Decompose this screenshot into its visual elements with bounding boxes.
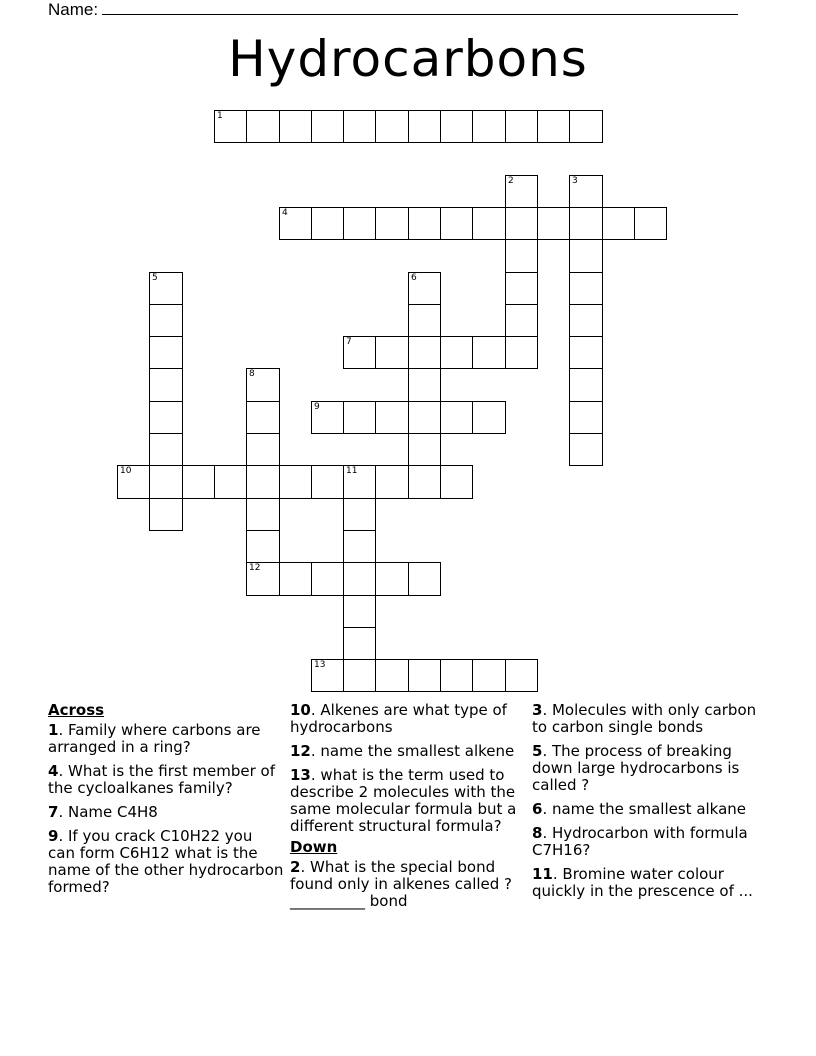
- crossword-cell[interactable]: [408, 110, 441, 143]
- clue-down-2: 2. What is the special bond found only in alkenes called ? __________ bond: [290, 858, 513, 910]
- name-underline[interactable]: [102, 0, 738, 15]
- crossword-cell[interactable]: [246, 465, 280, 499]
- crossword-cell[interactable]: [602, 207, 635, 240]
- crossword-cell[interactable]: [149, 336, 183, 369]
- clue-down-3: 3. Molecules with only carbon to carbon single bonds: [532, 701, 757, 736]
- crossword-cell[interactable]: [279, 110, 312, 143]
- crossword-cell[interactable]: [505, 175, 538, 208]
- crossword-cell[interactable]: [343, 659, 376, 692]
- down-heading: Down: [290, 838, 338, 856]
- crossword-cell[interactable]: [569, 239, 603, 273]
- crossword-cell[interactable]: [569, 401, 603, 434]
- crossword-cell[interactable]: [246, 110, 280, 143]
- crossword-cell[interactable]: [343, 465, 376, 499]
- crossword-cell[interactable]: [440, 659, 473, 692]
- crossword-cell[interactable]: [569, 110, 603, 143]
- crossword-cell[interactable]: [569, 272, 603, 305]
- cell-number: 12: [249, 563, 261, 573]
- crossword-cell[interactable]: [537, 110, 570, 143]
- crossword-cell[interactable]: [311, 110, 344, 143]
- crossword-cell[interactable]: [343, 110, 376, 143]
- crossword-cell[interactable]: [408, 401, 441, 434]
- crossword-cell[interactable]: [440, 207, 473, 240]
- name-field: [48, 0, 738, 20]
- crossword-cell[interactable]: [569, 433, 603, 466]
- crossword-cell[interactable]: [311, 659, 344, 692]
- crossword-cell[interactable]: [149, 368, 183, 402]
- crossword-cell[interactable]: [279, 562, 312, 596]
- cell-number: 7: [346, 337, 352, 347]
- crossword-cell[interactable]: [182, 465, 215, 499]
- crossword-cell[interactable]: [505, 272, 538, 305]
- crossword-cell[interactable]: [472, 207, 506, 240]
- clue-across-9: 9. If you crack C10H22 you can form C6H12 what is the name of the other hydrocarbon formed?: [48, 827, 284, 896]
- crossword-cell[interactable]: [634, 207, 667, 240]
- crossword-cell[interactable]: [408, 433, 441, 466]
- crossword-cell[interactable]: [343, 627, 376, 660]
- clue-across-7: 7. Name C4H8: [48, 803, 158, 821]
- page-title: Hydrocarbons: [228, 30, 588, 88]
- crossword-cell[interactable]: [537, 207, 570, 240]
- crossword-cell[interactable]: [246, 433, 280, 466]
- clue-column-1: [48, 702, 284, 903]
- crossword-cell[interactable]: [311, 401, 344, 434]
- cell-number: 10: [120, 466, 132, 476]
- crossword-cell[interactable]: [246, 498, 280, 531]
- crossword-cell[interactable]: [311, 465, 344, 499]
- clue-column-2: [290, 702, 526, 917]
- crossword-cell[interactable]: [375, 562, 409, 596]
- cell-number: 2: [508, 176, 514, 186]
- crossword-cell[interactable]: [375, 110, 409, 143]
- cell-number: 4: [282, 208, 288, 218]
- cell-number: 8: [249, 369, 255, 379]
- crossword-cell[interactable]: [505, 659, 538, 692]
- crossword-cell[interactable]: [375, 659, 409, 692]
- crossword-cell[interactable]: [311, 562, 344, 596]
- crossword-cell[interactable]: [440, 336, 473, 369]
- crossword-cell[interactable]: [408, 368, 441, 402]
- crossword-cell[interactable]: [375, 401, 409, 434]
- crossword-cell[interactable]: [246, 562, 280, 596]
- clue-down-5: 5. The process of breaking down large hydrocarbons is called ?: [532, 742, 740, 794]
- cell-number: 5: [152, 273, 158, 283]
- crossword-cell[interactable]: [149, 401, 183, 434]
- crossword-cell[interactable]: [440, 465, 473, 499]
- crossword-cell[interactable]: [279, 465, 312, 499]
- crossword-cell[interactable]: [408, 562, 441, 596]
- crossword-cell[interactable]: [343, 401, 376, 434]
- crossword-cell[interactable]: [343, 562, 376, 596]
- crossword-cell[interactable]: [505, 207, 538, 240]
- crossword-cell[interactable]: [505, 336, 538, 369]
- crossword-cell[interactable]: [149, 433, 183, 466]
- crossword-cell[interactable]: [343, 336, 376, 369]
- crossword-cell[interactable]: [472, 659, 506, 692]
- crossword-cell[interactable]: [505, 110, 538, 143]
- crossword-cell[interactable]: [246, 530, 280, 563]
- crossword-cell[interactable]: [472, 401, 506, 434]
- crossword-cell[interactable]: [569, 368, 603, 402]
- crossword-cell[interactable]: [472, 110, 506, 143]
- crossword-cell[interactable]: [375, 336, 409, 369]
- clue-column-3: [532, 702, 768, 907]
- cell-number: 13: [314, 660, 326, 670]
- crossword-cell[interactable]: [569, 336, 603, 369]
- crossword-cell[interactable]: [375, 465, 409, 499]
- crossword-cell[interactable]: [408, 336, 441, 369]
- crossword-cell[interactable]: [440, 401, 473, 434]
- crossword-cell[interactable]: [408, 659, 441, 692]
- crossword-cell[interactable]: [279, 207, 312, 240]
- crossword-cell[interactable]: [505, 304, 538, 337]
- clue-down-8: 8. Hydrocarbon with formula C7H16?: [532, 824, 748, 859]
- clue-across-12: 12. name the smallest alkene: [290, 742, 515, 760]
- crossword-cell[interactable]: [149, 272, 183, 305]
- crossword-cell[interactable]: [569, 304, 603, 337]
- name-label: Name:: [48, 0, 99, 19]
- crossword-cell[interactable]: [375, 207, 409, 240]
- crossword-cell[interactable]: [472, 336, 506, 369]
- cell-number: 6: [411, 273, 417, 283]
- crossword-cell[interactable]: [343, 207, 376, 240]
- cell-number: 1: [217, 111, 223, 121]
- crossword-cell[interactable]: [343, 498, 376, 531]
- crossword-cell[interactable]: [343, 530, 376, 563]
- crossword-cell[interactable]: [408, 304, 441, 337]
- crossword-cell[interactable]: [408, 272, 441, 305]
- crossword-cell[interactable]: [214, 110, 247, 143]
- crossword-cell[interactable]: [149, 498, 183, 531]
- crossword-cell[interactable]: [149, 304, 183, 337]
- crossword-cell[interactable]: [569, 175, 603, 208]
- crossword-cell[interactable]: [343, 595, 376, 628]
- crossword-cell[interactable]: [214, 465, 247, 499]
- crossword-cell[interactable]: [408, 207, 441, 240]
- clue-across-4: 4. What is the first member of the cycloalkanes family?: [48, 762, 275, 797]
- clue-across-1: 1. Family where carbons are arranged in a ring?: [48, 721, 261, 756]
- across-heading: Across: [48, 701, 105, 719]
- clue-down-11: 11. Bromine water colour quickly in the prescence of ...: [532, 865, 753, 900]
- crossword-cell[interactable]: [505, 239, 538, 273]
- crossword-cell[interactable]: [246, 401, 280, 434]
- crossword-cell[interactable]: [311, 207, 344, 240]
- crossword-cell[interactable]: [408, 465, 441, 499]
- clue-across-10: 10. Alkenes are what type of hydrocarbons: [290, 701, 507, 736]
- cell-number: 9: [314, 402, 320, 412]
- clue-across-13: 13. what is the term used to describe 2 molecules with the same molecular formula but a different structural formula?: [290, 766, 517, 835]
- crossword-cell[interactable]: [246, 368, 280, 402]
- cell-number: 3: [572, 176, 578, 186]
- cell-number: 11: [346, 466, 358, 476]
- clue-down-6: 6. name the smallest alkane: [532, 800, 747, 818]
- crossword-cell[interactable]: [117, 465, 150, 499]
- crossword-cell[interactable]: [440, 110, 473, 143]
- crossword-cell[interactable]: [149, 465, 183, 499]
- crossword-cell[interactable]: [569, 207, 603, 240]
